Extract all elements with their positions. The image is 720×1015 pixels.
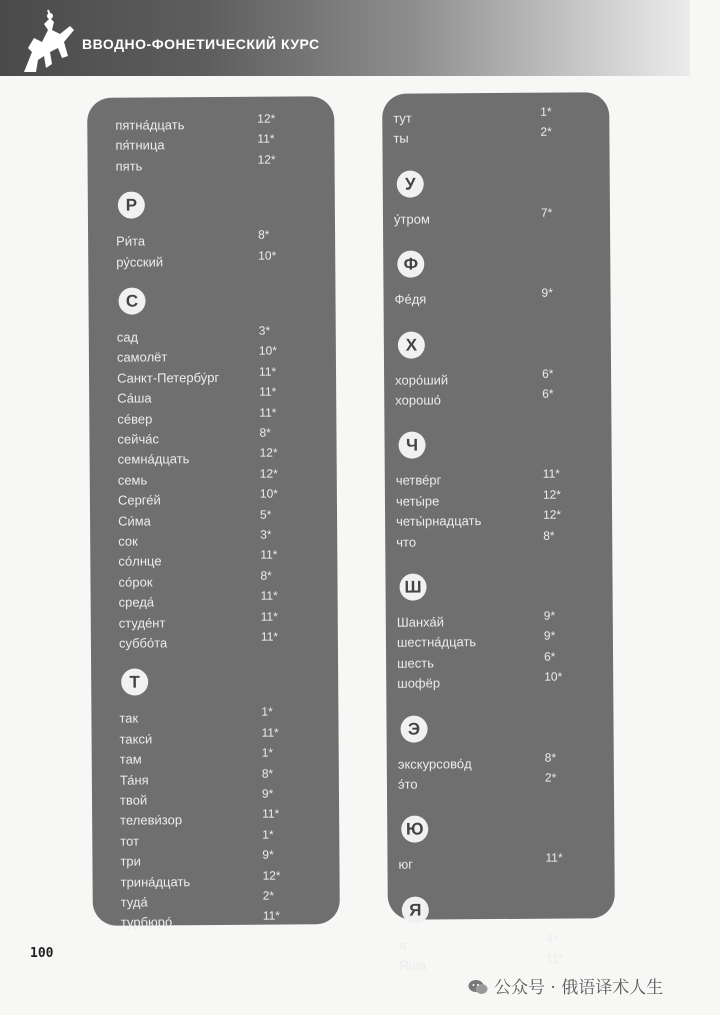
vocab-word: семь (117, 472, 148, 488)
watermark-text: 公众号 · 俄语译术人生 (494, 978, 664, 998)
vocab-word: что (396, 534, 417, 550)
vocab-word: Яша (399, 957, 427, 973)
vocab-row (393, 125, 580, 151)
vocab-row (117, 486, 300, 513)
vocab-word: среда́ (118, 594, 155, 610)
vocab-row (118, 629, 301, 655)
lesson-number: 7* (540, 205, 553, 220)
lesson-number: 8* (258, 227, 270, 242)
lesson-number: 2* (262, 888, 275, 903)
vocab-word: четве́рг (395, 472, 442, 489)
vocab-row (396, 628, 584, 655)
vocab-word: Та́ня (119, 772, 149, 788)
vocab-row (397, 770, 585, 796)
lesson-number: 11* (259, 384, 277, 399)
vocab-word: три (120, 853, 141, 869)
lesson-number: 2* (540, 125, 552, 140)
lesson-number: 2* (544, 770, 557, 785)
lesson-number: 11* (257, 131, 275, 147)
section-letter-badge: Х (398, 331, 425, 358)
vocab-word: турбюро́ (120, 914, 173, 931)
lesson-number: 12* (257, 111, 276, 126)
lesson-number: 5* (259, 507, 272, 522)
vocab-word: Са́ша (117, 390, 152, 406)
vocab-word: шесть (397, 655, 435, 671)
vocab-row (120, 827, 302, 853)
vocab-word: юг (398, 856, 414, 873)
lesson-number: 12* (262, 868, 281, 883)
page-number: 100 (30, 946, 54, 961)
section-letter-badge: Э (400, 715, 427, 742)
section-letter-badge: Ф (397, 251, 424, 278)
lesson-number: 8* (260, 568, 272, 583)
vocab-row (397, 669, 584, 696)
vocab-word: семна́дцать (117, 451, 190, 468)
vocab-word: со́лнце (118, 553, 162, 570)
vocab-row (117, 405, 299, 431)
lesson-number: 8* (543, 528, 555, 543)
vocab-word: такси́ (119, 731, 153, 747)
vocab-word: хорошо́ (395, 392, 442, 408)
lesson-number: 8* (261, 766, 274, 781)
lesson-number: 1* (261, 704, 273, 720)
vocab-row (395, 386, 582, 412)
section-letter-badge: У (397, 170, 424, 197)
lesson-number: 9* (262, 847, 274, 862)
section-letter-badge: Я (402, 896, 429, 923)
vocab-row (393, 205, 581, 231)
vocab-row (396, 507, 583, 534)
vocab-word: Серге́й (117, 492, 161, 508)
lesson-number: 10* (259, 486, 278, 501)
vocab-row (118, 507, 300, 533)
lesson-number: 8* (544, 750, 557, 765)
lesson-number: 12* (543, 507, 562, 522)
lesson-number: 11* (260, 609, 278, 624)
lesson-number: 11* (262, 908, 281, 924)
lesson-number: 1* (261, 745, 274, 760)
lesson-number: 11* (262, 806, 280, 822)
vocab-word: трина́дцать (120, 873, 191, 890)
vocab-word: сейча́с (117, 431, 160, 447)
vocab-row (120, 806, 302, 833)
vocab-word: пятна́дцать (115, 117, 185, 133)
lesson-number: 11* (261, 725, 279, 740)
lesson-number: 6* (544, 649, 556, 664)
lesson-number: 10* (544, 669, 563, 684)
vocab-word: э́то (397, 776, 418, 792)
lesson-number: 1* (262, 827, 274, 842)
lesson-number: 6* (542, 366, 554, 381)
vocab-word: шестна́дцать (396, 634, 477, 651)
section-letter-badge: Ч (398, 432, 425, 459)
vocab-word: Ри́та (116, 233, 146, 249)
lesson-number: 11* (260, 588, 278, 603)
wechat-icon (468, 979, 488, 995)
vocab-word: твой (119, 792, 148, 808)
vocab-row (395, 366, 582, 392)
lesson-number: 12* (542, 487, 562, 502)
lesson-number: 12* (257, 152, 276, 167)
vocab-row (119, 745, 302, 772)
vocab-word: тот (120, 833, 140, 849)
lesson-number: 11* (259, 405, 277, 420)
vocab-word: туда́ (120, 894, 148, 910)
lesson-number: 9* (261, 786, 274, 801)
vocab-word: четы́рнадцать (396, 513, 482, 529)
lesson-number: 11* (545, 850, 563, 866)
vocab-row (396, 528, 583, 554)
vocab-word: студе́нт (118, 614, 166, 631)
watermark (468, 973, 663, 998)
vocab-word: телеви́зор (120, 812, 183, 829)
vocab-word: у́тром (393, 211, 430, 227)
vocab-row (119, 766, 302, 792)
section-letter-badge: Т (121, 669, 148, 696)
vocab-row (396, 608, 584, 634)
vocab-word: сок (118, 533, 138, 549)
lesson-number: 3* (260, 527, 272, 542)
vocab-word: так (119, 710, 139, 727)
vocab-row (120, 868, 303, 894)
vocab-word: я (399, 937, 407, 953)
vocab-word: суббо́та (118, 635, 168, 651)
lesson-number: 8* (259, 425, 271, 440)
lesson-number: 11* (260, 547, 278, 563)
vocab-row (120, 908, 303, 935)
lesson-number: 4* (545, 931, 558, 946)
section-letter-badge: Ю (401, 816, 428, 843)
vocab-word: Шанха́й (396, 614, 445, 630)
header-title: ВВОДНО-ФОНЕТИЧЕСКИЙ КУРС (82, 36, 320, 52)
vocab-row (119, 725, 302, 751)
lesson-number: 12* (259, 445, 278, 461)
lesson-number: 11* (258, 364, 277, 379)
vocab-word: шофёр (397, 675, 441, 691)
lesson-number: 3* (258, 323, 271, 338)
vocab-word: хоро́ший (395, 371, 449, 388)
vocab-row (394, 285, 582, 312)
lesson-number: 12* (259, 466, 278, 481)
lesson-number: 10* (258, 248, 277, 263)
vocab-word: ру́сский (116, 253, 164, 270)
section-letter-badge: Ш (399, 574, 426, 601)
vocab-column-left (87, 96, 340, 931)
lesson-number: 9* (541, 285, 553, 300)
vocab-word: пять (115, 158, 143, 174)
vocab-word: сад (116, 329, 139, 345)
vocab-row (118, 547, 300, 574)
vocab-row (115, 152, 298, 178)
vocab-word: пя́тница (115, 137, 165, 154)
lesson-number: 9* (543, 608, 556, 623)
vocab-row (116, 248, 298, 274)
vocab-word: самолёт (116, 349, 168, 366)
lesson-number: 10* (258, 343, 277, 359)
vocab-column-right (382, 92, 615, 973)
vocab-word: ты (393, 131, 409, 147)
vocab-word: се́вер (117, 411, 153, 427)
lesson-number: 9* (543, 628, 556, 644)
vocab-word: тут (393, 110, 412, 126)
vocab-word: Си́ма (118, 513, 151, 529)
vocab-row (398, 850, 585, 877)
lesson-number: 6* (542, 386, 554, 401)
lesson-number: 11* (260, 629, 279, 644)
vocab-word: экскурсово́д (397, 755, 472, 772)
vocab-word: Санкт-Петербу́рг (117, 369, 220, 386)
section-letter-badge: Р (118, 192, 145, 219)
lesson-number: 1* (540, 104, 552, 119)
vocab-word: со́рок (118, 574, 153, 590)
horseman-logo-icon (14, 8, 78, 74)
lesson-number: 11* (542, 466, 560, 482)
section-letter-badge: С (118, 287, 145, 314)
vocab-row (393, 104, 580, 130)
lesson-number: 11* (546, 951, 564, 966)
vocab-row (397, 750, 585, 776)
vocab-word: там (119, 751, 142, 767)
vocab-word: четы́ре (395, 493, 440, 509)
vocab-word: Фе́дя (394, 291, 427, 307)
